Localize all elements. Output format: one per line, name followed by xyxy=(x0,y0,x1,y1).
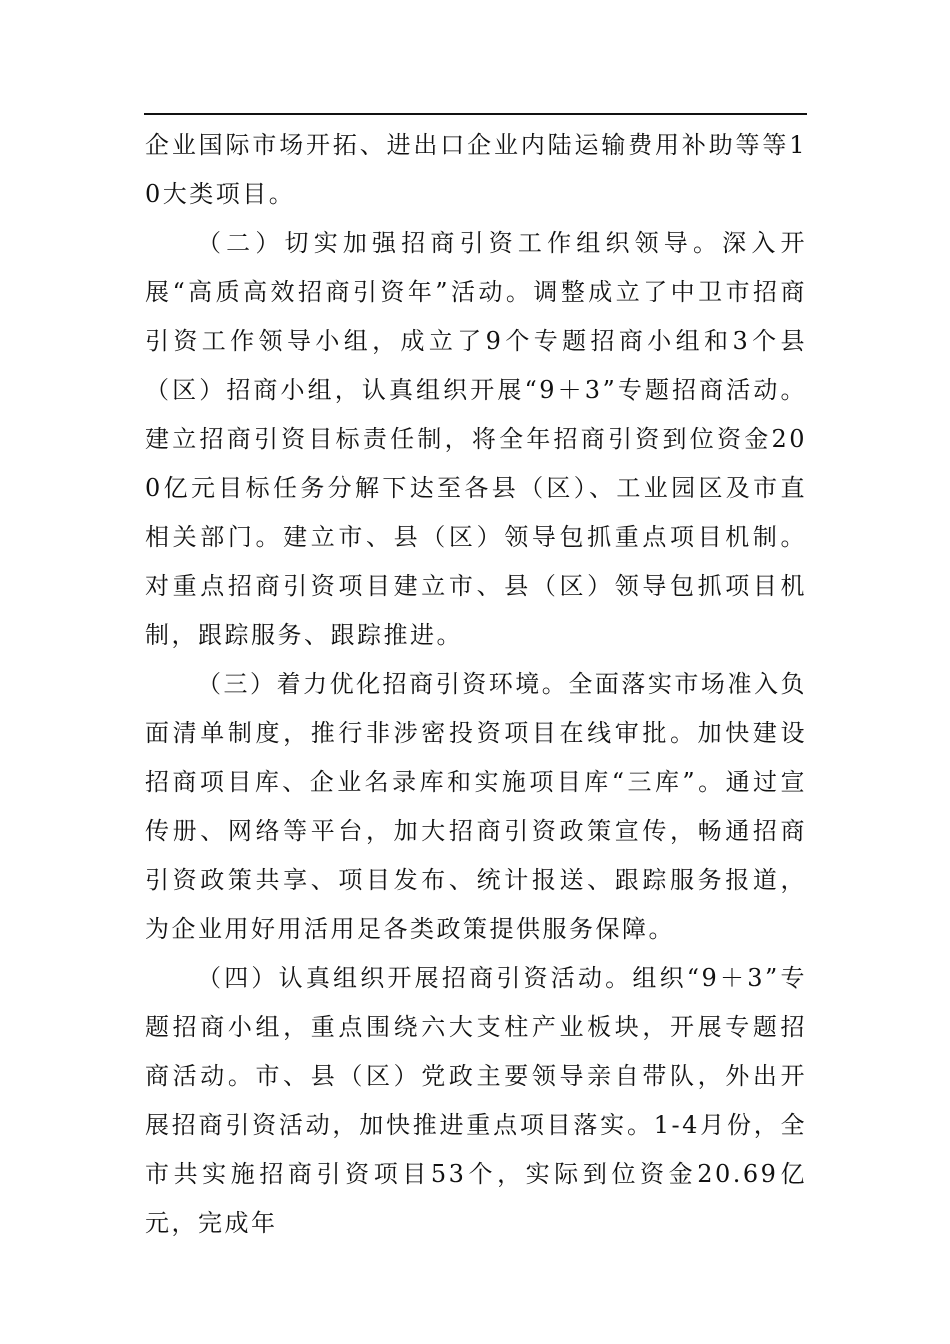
paragraph-section-3: （三）着力优化招商引资环境。全面落实市场准入负面清单制度，推行非涉密投资项目在线审批。加快建设招商项目库、企业名录库和实施项目库“三库”。通过宣传册、网络等平台，加大招商引资政策宣传，畅通招商引资政策共享、项目发布、统计报送、跟踪服务报道，为企业用好用活用足各类政策提供服务保障。 xyxy=(145,670,807,943)
paragraph-continuation: 企业国际市场开拓、进出口企业内陆运输费用补助等等10大类项目。 xyxy=(145,131,807,208)
paragraph-section-2: （二）切实加强招商引资工作组织领导。深入开展“高质高效招商引资年”活动。调整成立了中卫市招商引资工作领导小组，成立了9个专题招商小组和3个县（区）招商小组，认真组织开展“9＋3”专题招商活动。建立招商引资目标责任制，将全年招商引资到位资金200亿元目标任务分解下达至各县（区）、工业园区及市直相关部门。建立市、县（区）领导包抓重点项目机制。对重点招商引资项目建立市、县（区）领导包抓项目机制，跟踪服务、跟踪推进。 xyxy=(145,229,807,649)
paragraph-section-4: （四）认真组织开展招商引资活动。组织“9＋3”专题招商小组，重点围绕六大支柱产业板块，开展专题招商活动。市、县（区）党政主要领导亲自带队，外出开展招商引资活动，加快推进重点项目落实。1-4月份，全市共实施招商引资项目53个，实际到位资金20.69亿元，完成年 xyxy=(145,964,807,1237)
body-text xyxy=(145,121,807,1248)
header-rule xyxy=(144,113,807,115)
